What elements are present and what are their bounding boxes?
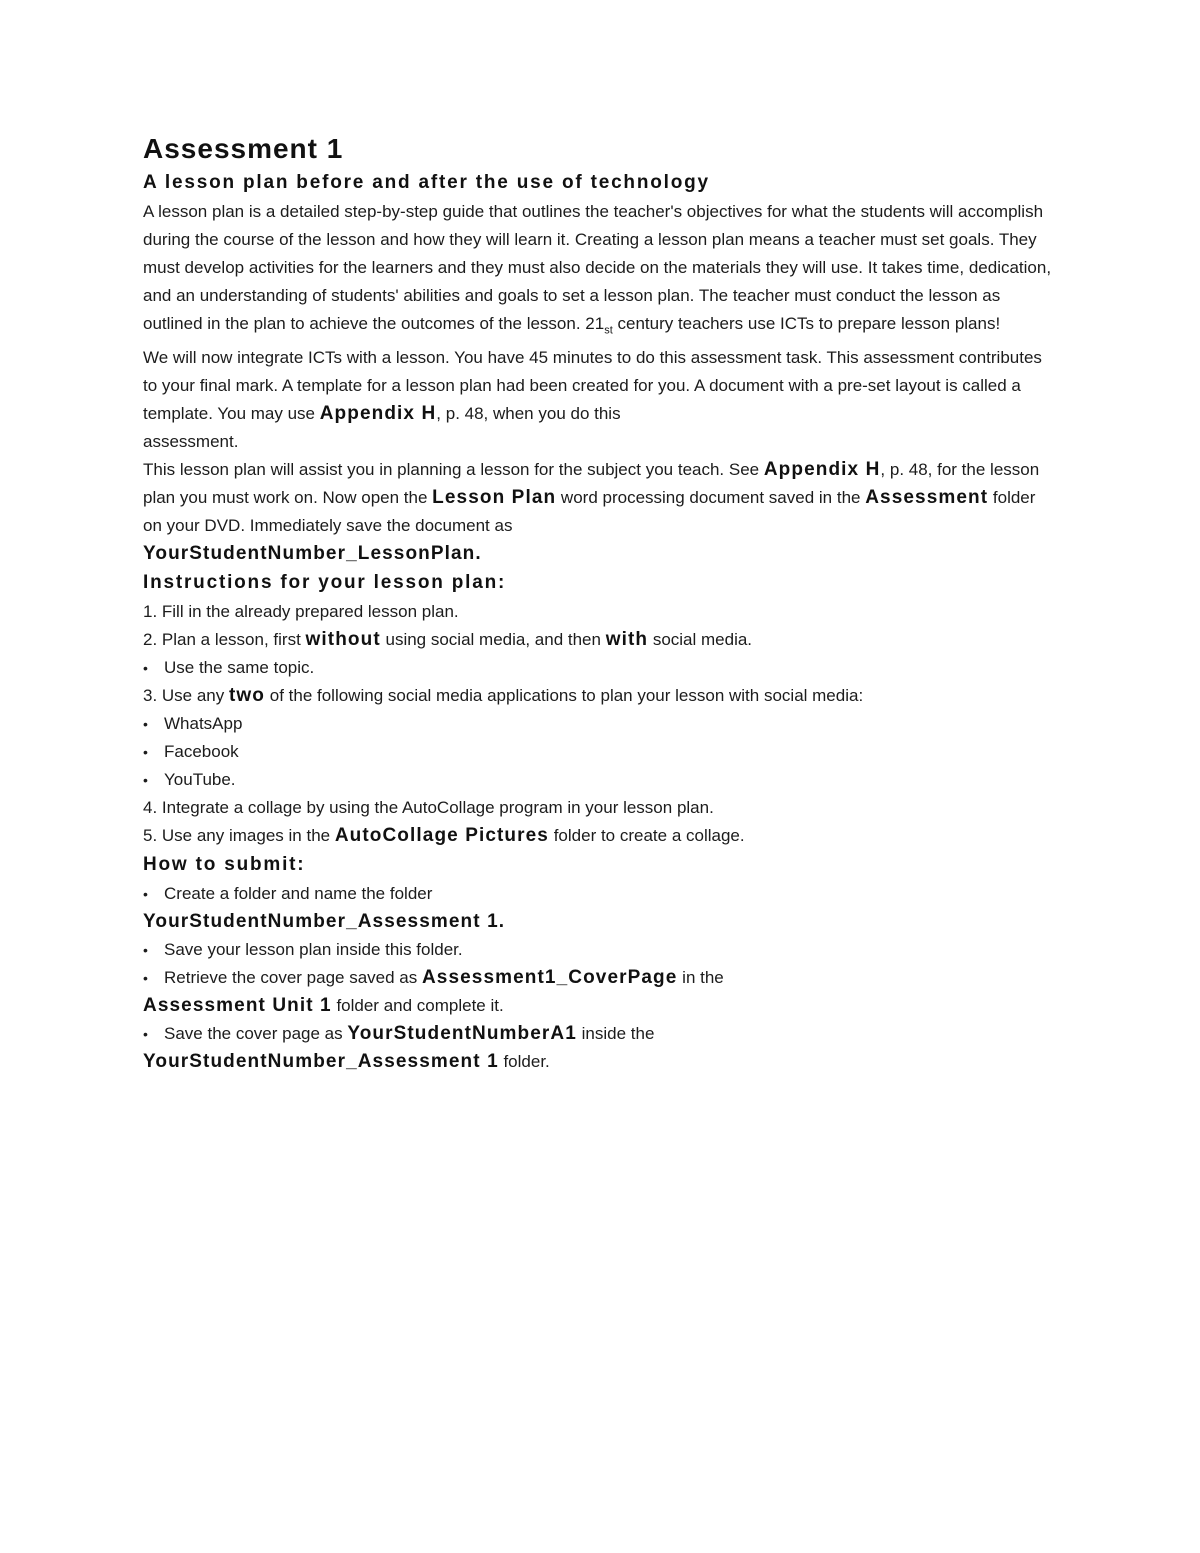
emphasis-text: YourStudentNumberA1 <box>347 1023 577 1045</box>
text-run: 1. Fill in the already prepared lesson plan. <box>143 602 459 622</box>
list-item-5 <box>143 822 1055 850</box>
text-run: of the following social media applications to plan your lesson with social media: <box>265 686 864 706</box>
intro-paragraph <box>143 198 1055 344</box>
list-item-3 <box>143 682 1055 710</box>
bullet-marker: • <box>143 970 148 987</box>
text-run: Facebook <box>164 742 239 762</box>
text-run: 3. Use any <box>143 686 229 706</box>
emphasis-text: Assessment Unit 1 <box>143 995 332 1017</box>
text-run: How to submit: <box>143 854 306 876</box>
emphasis-text: Lesson Plan <box>432 487 557 509</box>
lesson-plan-paragraph <box>143 456 1055 568</box>
text-run: Instructions for your lesson plan: <box>143 572 507 594</box>
text-run: Save your lesson plan inside this folder. <box>164 940 463 960</box>
bullet-youtube <box>143 766 1055 794</box>
emphasis-text: Appendix H <box>763 459 881 481</box>
bullet-save-plan <box>143 936 1055 964</box>
text-run: in the <box>677 968 724 988</box>
emphasis-text: without <box>305 629 381 651</box>
list-item-2 <box>143 626 1055 654</box>
text-run: Assessment 1 <box>143 133 344 164</box>
text-run: century teachers use ICTs to prepare lesson plans! <box>612 314 1001 333</box>
text-run: A lesson plan before and after the use of technology <box>143 172 710 193</box>
bullet-save-cover <box>143 1020 1055 1076</box>
bullet-same-topic <box>143 654 1055 682</box>
text-run: Use the same topic. <box>164 658 315 678</box>
text-run: A lesson plan is a detailed step-by-step guide that outlines the teacher's objectives for what the students will accomplish during the course of the lesson and how they will learn it. Creating a lesson plan means a teacher must set goals. They must develop activities for the learners and they must also decide on the materials they will use. It takes time, dedication, and an understanding of students' abilities and goals to set a lesson plan. The teacher must conduct the lesson as outlined in the plan to achieve the outcomes of the lesson. 21 <box>143 202 1052 333</box>
emphasis-text: Assessment <box>865 487 989 509</box>
text-run: using social media, and then <box>380 630 606 650</box>
bullet-marker: • <box>143 1026 148 1043</box>
doc-subtitle <box>143 168 1055 198</box>
submit-heading <box>143 850 1055 880</box>
text-run: Save the cover page as <box>164 1024 348 1044</box>
bullet-create-folder <box>143 880 1055 936</box>
task-paragraph <box>143 344 1055 456</box>
text-run: 2. Plan a lesson, first <box>143 630 306 650</box>
emphasis-text: two <box>229 685 266 707</box>
emphasis-text: AutoCollage Pictures <box>334 825 549 847</box>
text-run: word processing document saved in the <box>556 488 866 508</box>
bullet-facebook <box>143 738 1055 766</box>
bullet-marker: • <box>143 660 148 677</box>
text-run: WhatsApp <box>164 714 243 734</box>
subscript-text: st <box>604 324 613 337</box>
text-run: We will now integrate ICTs with a lesson. You have 45 minutes to do this assessment task. This assessment contributes to your final mark. A template for a lesson plan had been created for you. A document with a pre-set layout is called a template. You may use <box>143 348 1042 424</box>
emphasis-text: YourStudentNumber_LessonPlan. <box>143 543 482 565</box>
bullet-marker: • <box>143 886 148 903</box>
text-run: inside the <box>576 1024 655 1044</box>
text-run: folder on your DVD. Immediately save the document as <box>143 488 1036 536</box>
emphasis-text: Appendix H <box>319 403 437 425</box>
text-run: Retrieve the cover page saved as <box>164 968 422 988</box>
bullet-marker: • <box>143 942 148 959</box>
emphasis-text: YourStudentNumber_Assessment 1. <box>143 911 506 933</box>
bullet-whatsapp <box>143 710 1055 738</box>
emphasis-text: Assessment1_CoverPage <box>421 967 678 989</box>
doc-title <box>143 130 1055 168</box>
instructions-heading <box>143 568 1055 598</box>
text-run: 5. Use any images in the <box>143 826 335 846</box>
text-run: folder. <box>498 1052 550 1072</box>
bullet-marker: • <box>143 744 148 761</box>
list-item-4 <box>143 794 1055 822</box>
document-body <box>143 130 1055 1076</box>
bullet-marker: • <box>143 772 148 789</box>
text-run: folder to create a collage. <box>548 826 745 846</box>
text-run: , p. 48, for the lesson plan you must work on. Now open the <box>143 460 1040 508</box>
bullet-retrieve-cover <box>143 964 1055 1020</box>
text-run: social media. <box>648 630 753 650</box>
text-run: YouTube. <box>164 770 236 790</box>
text-run: assessment. <box>143 432 239 452</box>
bullet-marker: • <box>143 716 148 733</box>
text-run: Create a folder and name the folder <box>164 884 433 904</box>
list-item-1 <box>143 598 1055 626</box>
text-run: 4. Integrate a collage by using the AutoCollage program in your lesson plan. <box>143 798 714 818</box>
emphasis-text: YourStudentNumber_Assessment 1 <box>143 1051 499 1073</box>
text-run: folder and complete it. <box>331 996 504 1016</box>
emphasis-text: with <box>605 629 649 651</box>
text-run: This lesson plan will assist you in planning a lesson for the subject you teach. See <box>143 460 764 480</box>
text-run: , p. 48, when you do this <box>436 404 621 424</box>
